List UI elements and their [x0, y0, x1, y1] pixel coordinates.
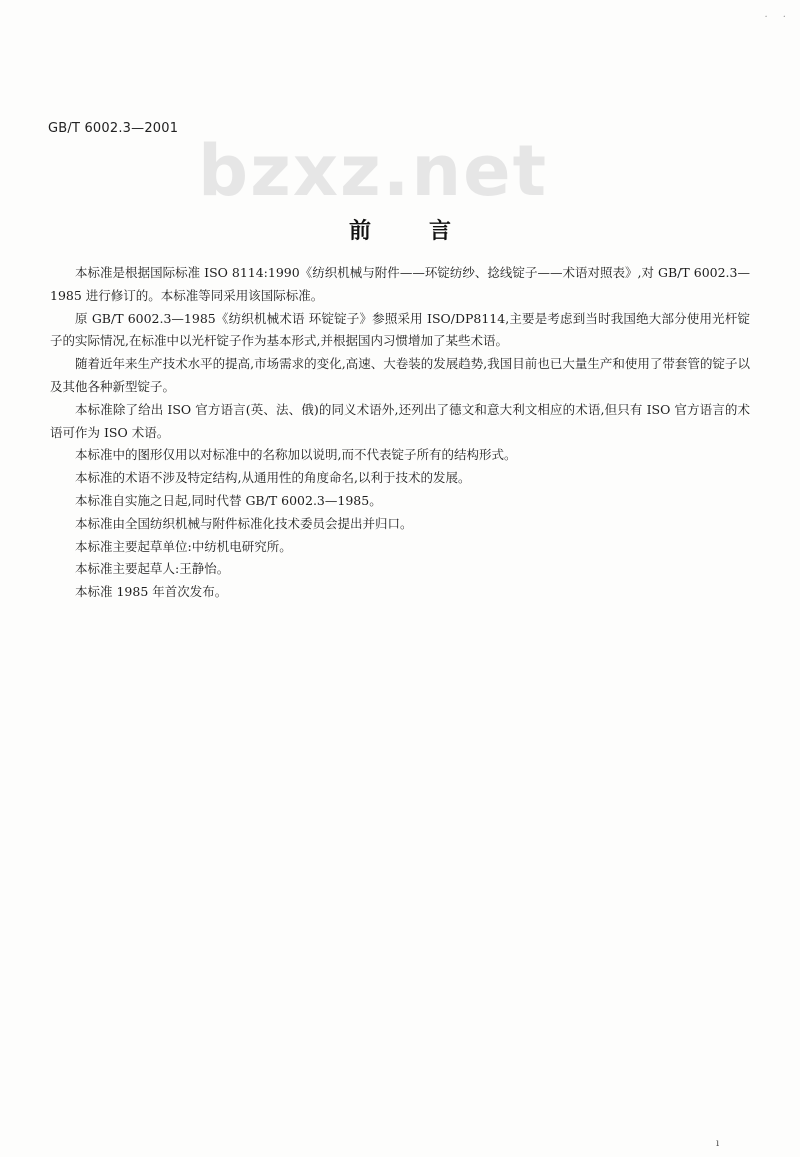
paragraph: 本标准由全国纺织机械与附件标准化技术委员会提出并归口。 [75, 515, 413, 531]
watermark: bzxz.net [198, 130, 549, 212]
paragraph: 本标准 1985 年首次发布。 [75, 584, 228, 600]
paragraph: 本标准是根据国际标准 ISO 8114:1990《纺织机械与附件——环锭纺纱、捻线锭子——术语对照表》,对 GB/T 6002.3—1985 进行修订的。本标准等同采用该国际标准。 [50, 265, 750, 303]
paragraph: 本标准主要起草人:王静怡。 [75, 561, 230, 577]
paragraph: 原 GB/T 6002.3—1985《纺织机械术语 环锭锭子》参照采用 ISO/DP8114,主要是考虑到当时我国绝大部分使用光杆锭子的实际情况,在标准中以光杆锭子作为基本形式,并根据国内习惯增加了某些术语。 [50, 310, 750, 349]
preface-body [50, 262, 750, 604]
standard-code: GB/T 6002.3—2001 [48, 121, 179, 136]
scan-artifact-dots: · · [764, 12, 792, 23]
paragraph: 本标准除了给出 ISO 官方语言(英、法、俄)的同义术语外,还列出了德文和意大利文相应的术语,但只有 ISO 官方语言的术语可作为 ISO 术语。 [50, 401, 750, 440]
paragraph: 本标准主要起草单位:中纺机电研究所。 [75, 538, 292, 554]
paragraph: 本标准自实施之日起,同时代替 GB/T 6002.3—1985。 [75, 492, 382, 508]
page-title: 前言 [348, 219, 509, 244]
scan-artifact-mark: ı [716, 1138, 720, 1149]
paragraph: 本标准的术语不涉及特定结构,从通用性的角度命名,以利于技术的发展。 [75, 470, 471, 486]
paragraph: 随着近年来生产技术水平的提高,市场需求的变化,高速、大卷装的发展趋势,我国目前也已大量生产和使用了带套管的锭子以及其他各种新型锭子。 [50, 356, 750, 394]
paragraph: 本标准中的图形仅用以对标准中的名称加以说明,而不代表锭子所有的结构形式。 [75, 447, 517, 463]
